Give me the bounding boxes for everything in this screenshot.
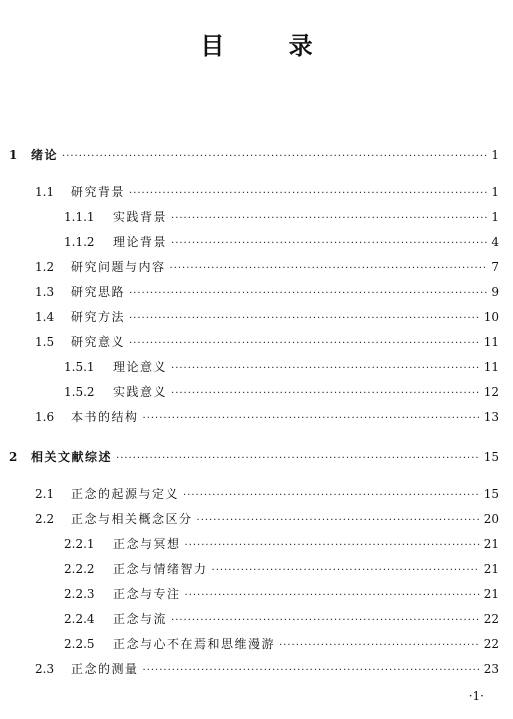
toc-entry-number: 1.5.1 bbox=[64, 360, 95, 374]
toc-entry-page: 21 bbox=[483, 587, 499, 601]
toc-entry-number: 2.2.5 bbox=[64, 637, 95, 651]
toc-entry-title: 本书的结构 bbox=[71, 410, 139, 424]
toc-entry-title: 实践背景 bbox=[113, 210, 168, 224]
toc-entry-page: 7 bbox=[491, 260, 499, 274]
dot-leader bbox=[279, 637, 480, 655]
toc-entry-number: 2.1 bbox=[35, 487, 55, 501]
dot-leader bbox=[143, 662, 480, 680]
toc-entry[interactable] bbox=[35, 183, 499, 201]
toc-entry-title: 正念的测量 bbox=[71, 662, 139, 676]
toc-entry-number: 1.3 bbox=[35, 285, 55, 299]
toc-entry-number: 1.1.1 bbox=[64, 210, 95, 224]
toc-entry[interactable] bbox=[35, 510, 499, 528]
toc-entry[interactable] bbox=[64, 208, 499, 226]
toc-entry-number: 1.5.2 bbox=[64, 385, 95, 399]
toc-entry-title: 理论意义 bbox=[113, 360, 168, 374]
toc-entry-title: 相关文献综述 bbox=[31, 450, 113, 464]
toc-entry[interactable] bbox=[64, 560, 499, 578]
toc-entry-number: 2.2.2 bbox=[64, 562, 95, 576]
toc-entry[interactable] bbox=[64, 383, 499, 401]
dot-leader bbox=[183, 487, 480, 505]
dot-leader bbox=[129, 335, 480, 353]
toc-entry-title: 绪论 bbox=[31, 148, 59, 162]
toc-entry[interactable] bbox=[64, 585, 499, 603]
toc-entry-number: 2.3 bbox=[35, 662, 55, 676]
footer-page-number: ·1· bbox=[468, 689, 484, 703]
toc-entry[interactable] bbox=[64, 610, 499, 628]
page-title: 目 录 bbox=[200, 31, 341, 60]
dot-leader bbox=[129, 310, 480, 328]
toc-entry-page: 11 bbox=[483, 335, 499, 349]
toc-entry-page: 15 bbox=[483, 487, 499, 501]
toc-entry-number: 1.1.2 bbox=[64, 235, 95, 249]
toc-entry-number: 2.2 bbox=[35, 512, 55, 526]
toc-entry-title: 研究方法 bbox=[71, 310, 126, 324]
toc-entry-page: 1 bbox=[491, 185, 499, 199]
toc-entry-page: 21 bbox=[483, 562, 499, 576]
toc-entry-page: 11 bbox=[483, 360, 499, 374]
toc-entry-title: 研究背景 bbox=[71, 185, 126, 199]
toc-entry-page: 9 bbox=[491, 285, 499, 299]
toc-entry-title: 研究意义 bbox=[71, 335, 126, 349]
toc-entry-number: 2 bbox=[9, 450, 18, 464]
toc-entry-title: 正念与情绪智力 bbox=[113, 562, 208, 576]
toc-entry[interactable] bbox=[35, 308, 499, 326]
toc-entry[interactable] bbox=[9, 146, 499, 164]
dot-leader bbox=[185, 587, 480, 605]
toc-entry-page: 15 bbox=[483, 450, 499, 464]
toc-entry-number: 2.2.3 bbox=[64, 587, 95, 601]
toc-entry-page: 10 bbox=[483, 310, 499, 324]
toc-entry-number: 2.2.4 bbox=[64, 612, 95, 626]
toc-entry-title: 正念与专注 bbox=[113, 587, 181, 601]
dot-leader bbox=[185, 537, 480, 555]
toc-entry[interactable] bbox=[64, 233, 499, 251]
toc-entry[interactable] bbox=[64, 358, 499, 376]
toc-entry-title: 研究问题与内容 bbox=[71, 260, 166, 274]
toc-entry-number: 2.2.1 bbox=[64, 537, 95, 551]
dot-leader bbox=[212, 562, 480, 580]
dot-leader bbox=[171, 385, 480, 403]
toc-entry-title: 正念与相关概念区分 bbox=[71, 512, 193, 526]
toc-entry[interactable] bbox=[9, 448, 499, 466]
toc-entry-number: 1 bbox=[9, 148, 18, 162]
toc-entry-title: 理论背景 bbox=[113, 235, 168, 249]
dot-leader bbox=[129, 285, 487, 303]
toc-entry-page: 4 bbox=[491, 235, 499, 249]
dot-leader bbox=[171, 235, 487, 253]
toc-entry-title: 实践意义 bbox=[113, 385, 168, 399]
toc-entry[interactable] bbox=[64, 535, 499, 553]
toc-entry-number: 1.2 bbox=[35, 260, 55, 274]
dot-leader bbox=[129, 185, 487, 203]
toc-entry-page: 21 bbox=[483, 537, 499, 551]
dot-leader bbox=[171, 360, 480, 378]
dot-leader bbox=[171, 210, 487, 228]
toc-entry-page: 1 bbox=[491, 148, 499, 162]
dot-leader bbox=[170, 260, 488, 278]
toc-entry-title: 正念的起源与定义 bbox=[71, 487, 180, 501]
toc-entry-number: 1.5 bbox=[35, 335, 55, 349]
toc-entry-page: 1 bbox=[491, 210, 499, 224]
toc-entry-title: 研究思路 bbox=[71, 285, 126, 299]
toc-entry-page: 13 bbox=[483, 410, 499, 424]
toc-entry-page: 23 bbox=[483, 662, 499, 676]
toc-entry-page: 22 bbox=[483, 612, 499, 626]
toc-entry-page: 22 bbox=[483, 637, 499, 651]
dot-leader bbox=[171, 612, 480, 630]
toc-entry-title: 正念与冥想 bbox=[113, 537, 181, 551]
dot-leader bbox=[116, 450, 480, 468]
toc-entry[interactable] bbox=[35, 333, 499, 351]
toc-entry-title: 正念与心不在焉和思维漫游 bbox=[113, 637, 276, 651]
toc-entry-number: 1.6 bbox=[35, 410, 55, 424]
toc-entry-number: 1.1 bbox=[35, 185, 55, 199]
toc-entry[interactable] bbox=[35, 660, 499, 678]
toc-entry[interactable] bbox=[35, 408, 499, 426]
dot-leader bbox=[143, 410, 480, 428]
toc-entry-page: 20 bbox=[483, 512, 499, 526]
toc-entry-number: 1.4 bbox=[35, 310, 55, 324]
toc-entry[interactable] bbox=[35, 283, 499, 301]
toc-entry-page: 12 bbox=[483, 385, 499, 399]
dot-leader bbox=[62, 148, 487, 166]
dot-leader bbox=[197, 512, 480, 530]
toc-entry-title: 正念与流 bbox=[113, 612, 168, 626]
toc-entry[interactable] bbox=[35, 258, 499, 276]
toc-entry[interactable] bbox=[64, 635, 499, 653]
toc-entry[interactable] bbox=[35, 485, 499, 503]
